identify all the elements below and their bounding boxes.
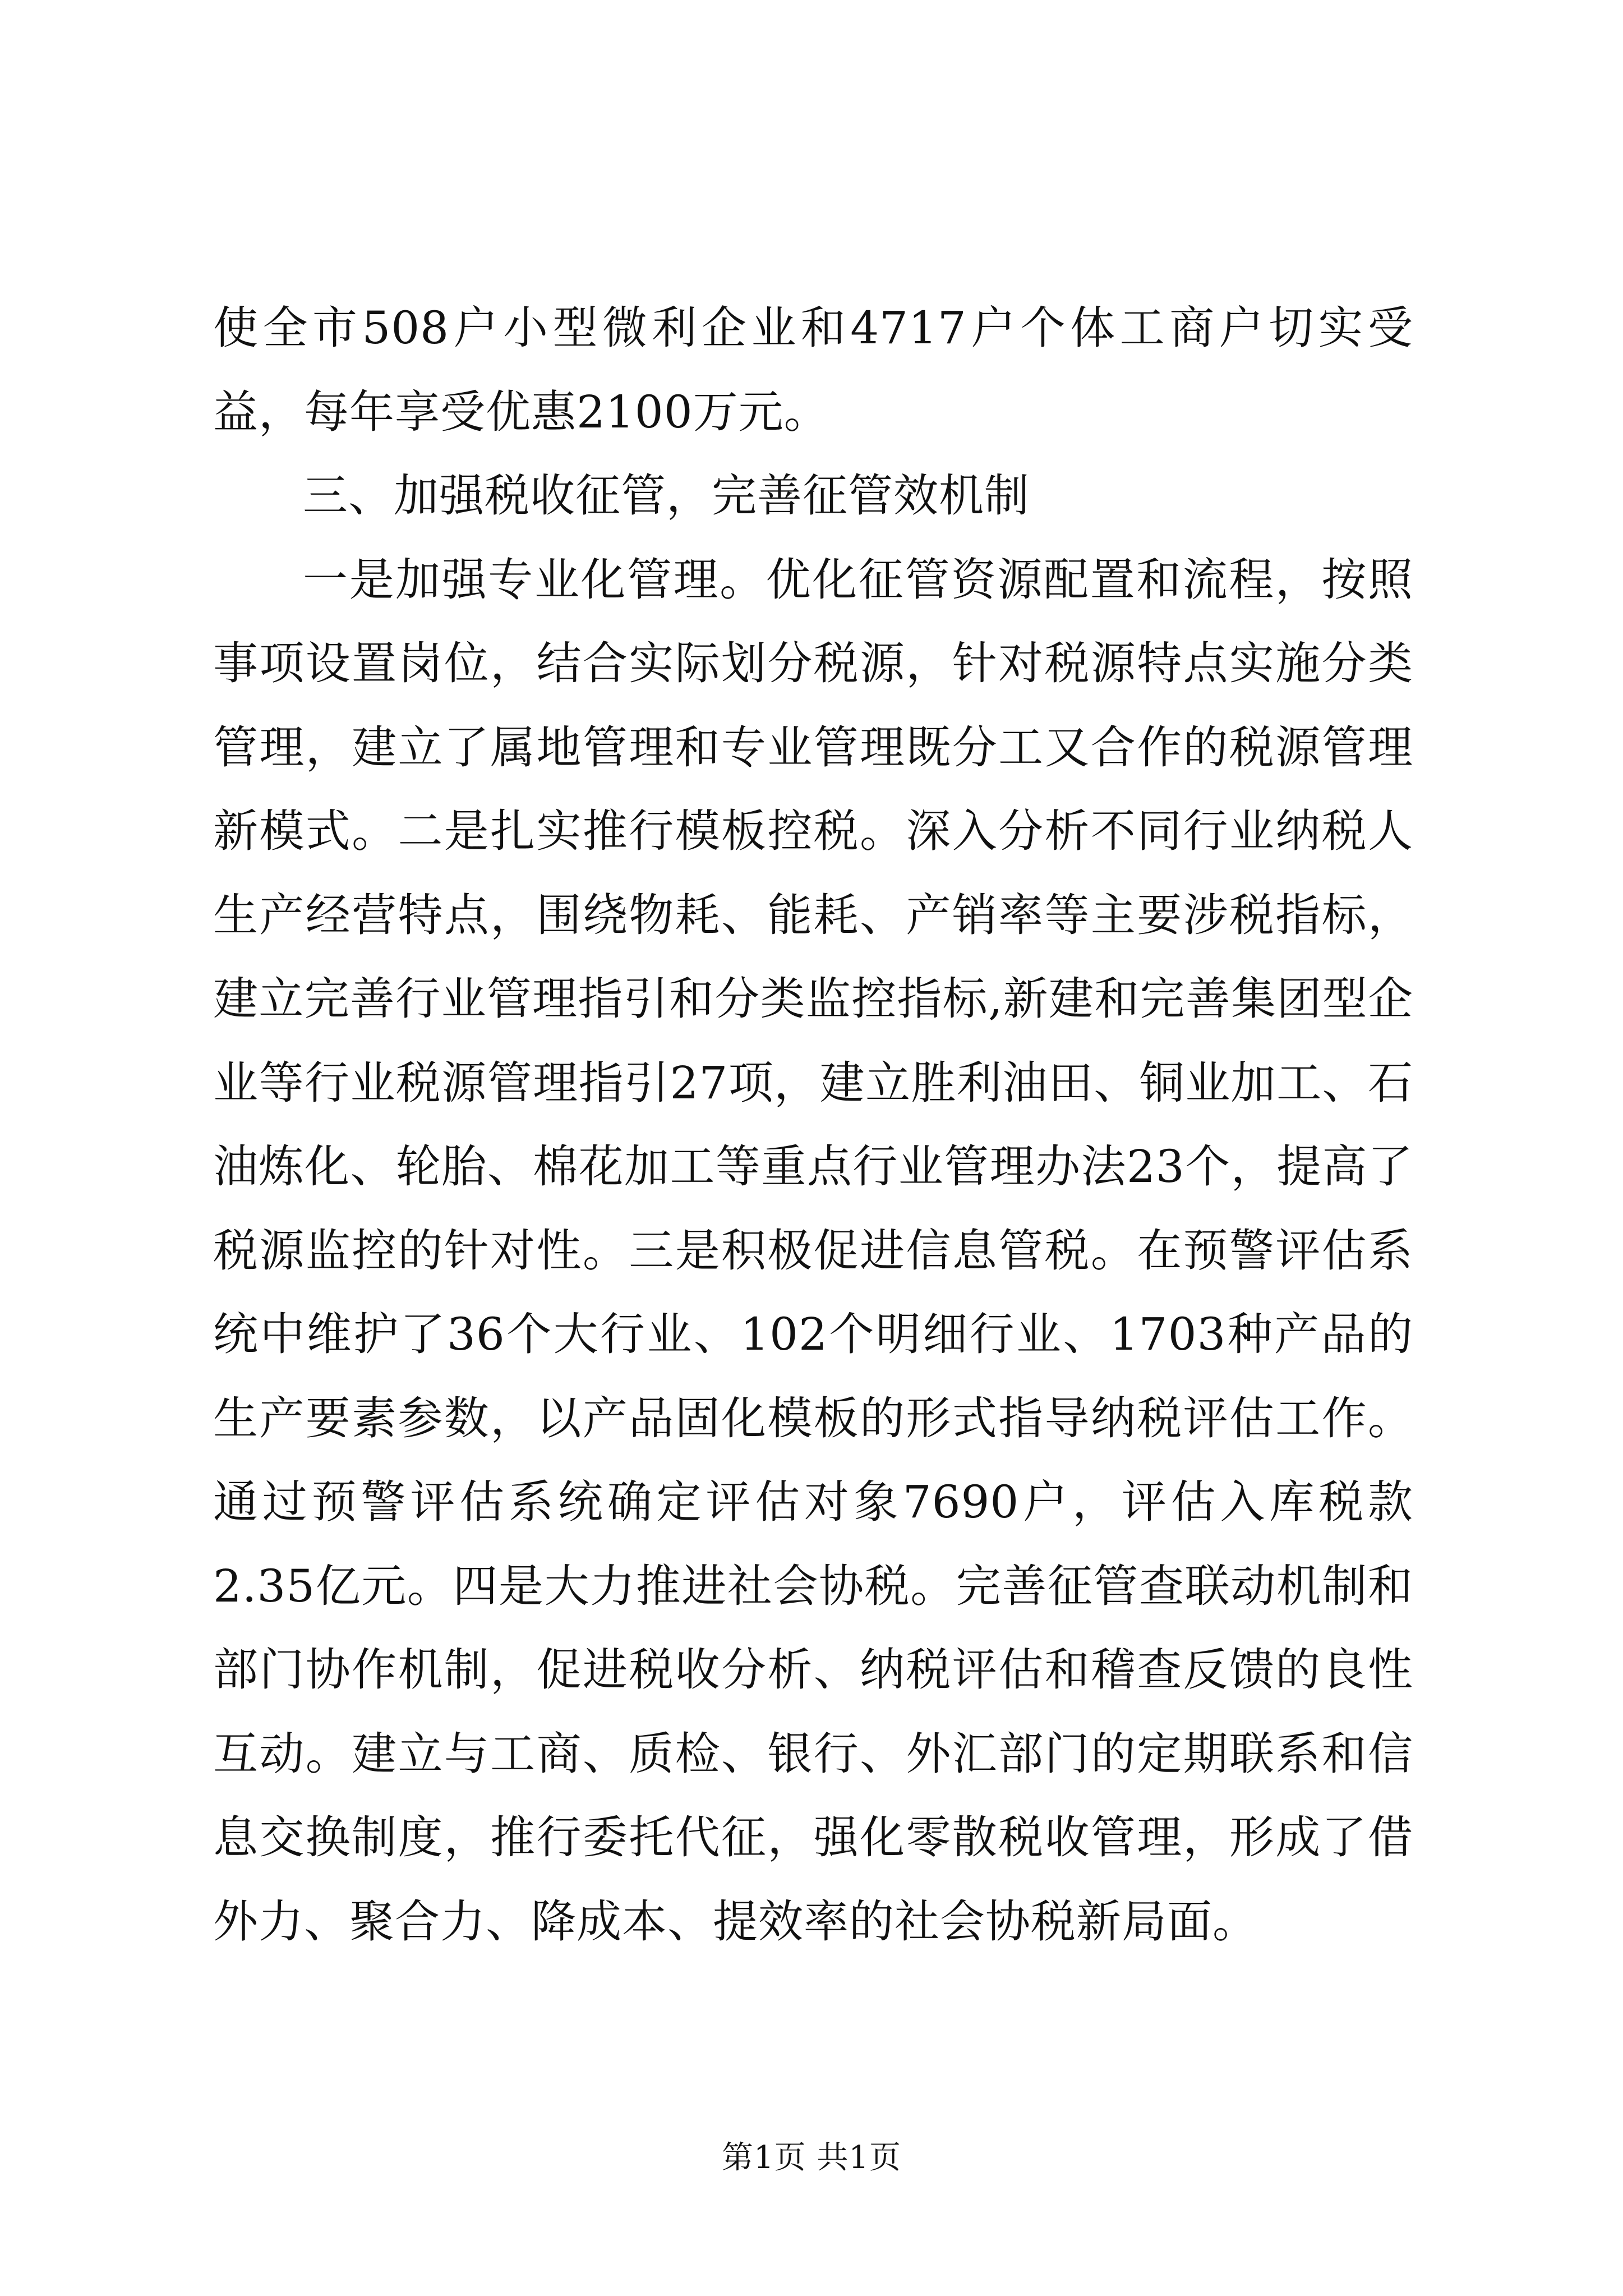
document-body [213, 286, 1413, 1963]
paragraph-body: 一是加强专业化管理。优化征管资源配置和流程，按照事项设置岗位，结合实际划分税源，针对税源特点实施分类管理，建立了属地管理和专业管理既分工又合作的税源管理新模式。二是扎实推行模板控税。深入分析不同行业纳税人生产经营特点，围绕物耗、能耗、产销率等主要涉税指标，建立完善行业管理指引和分类监控指标,新建和完善集团型企业等行业税源管理指引27项，建立胜利油田、铜业加工、石油炼化、轮胎、棉花加工等重点行业管理办法23个，提高了税源监控的针对性。三是积极促进信息管税。在预警评估系统中维护了36个大行业、102个明细行业、1703种产品的生产要素参数，以产品固化模板的形式指导纳税评估工作。通过预警评估系统确定评估对象7690户，评估入库税款2.35亿元。四是大力推进社会协税。完善征管查联动机制和部门协作机制，促进税收分析、纳税评估和稽查反馈的良性互动。建立与工商、质检、银行、外汇部门的定期联系和信息交换制度，推行委托代征，强化零散税收管理，形成了借外力、聚合力、降成本、提效率的社会协税新局面。 [213, 553, 1413, 1948]
page-footer: 第1页 共1页 [721, 2139, 902, 2176]
section-heading: 三、加强税收征管，完善征管效机制 [303, 470, 1030, 522]
paragraph-continuation: 使全市508户小型微利企业和4717户个体工商户切实受益，每年享受优惠2100万元。 [213, 302, 1413, 438]
